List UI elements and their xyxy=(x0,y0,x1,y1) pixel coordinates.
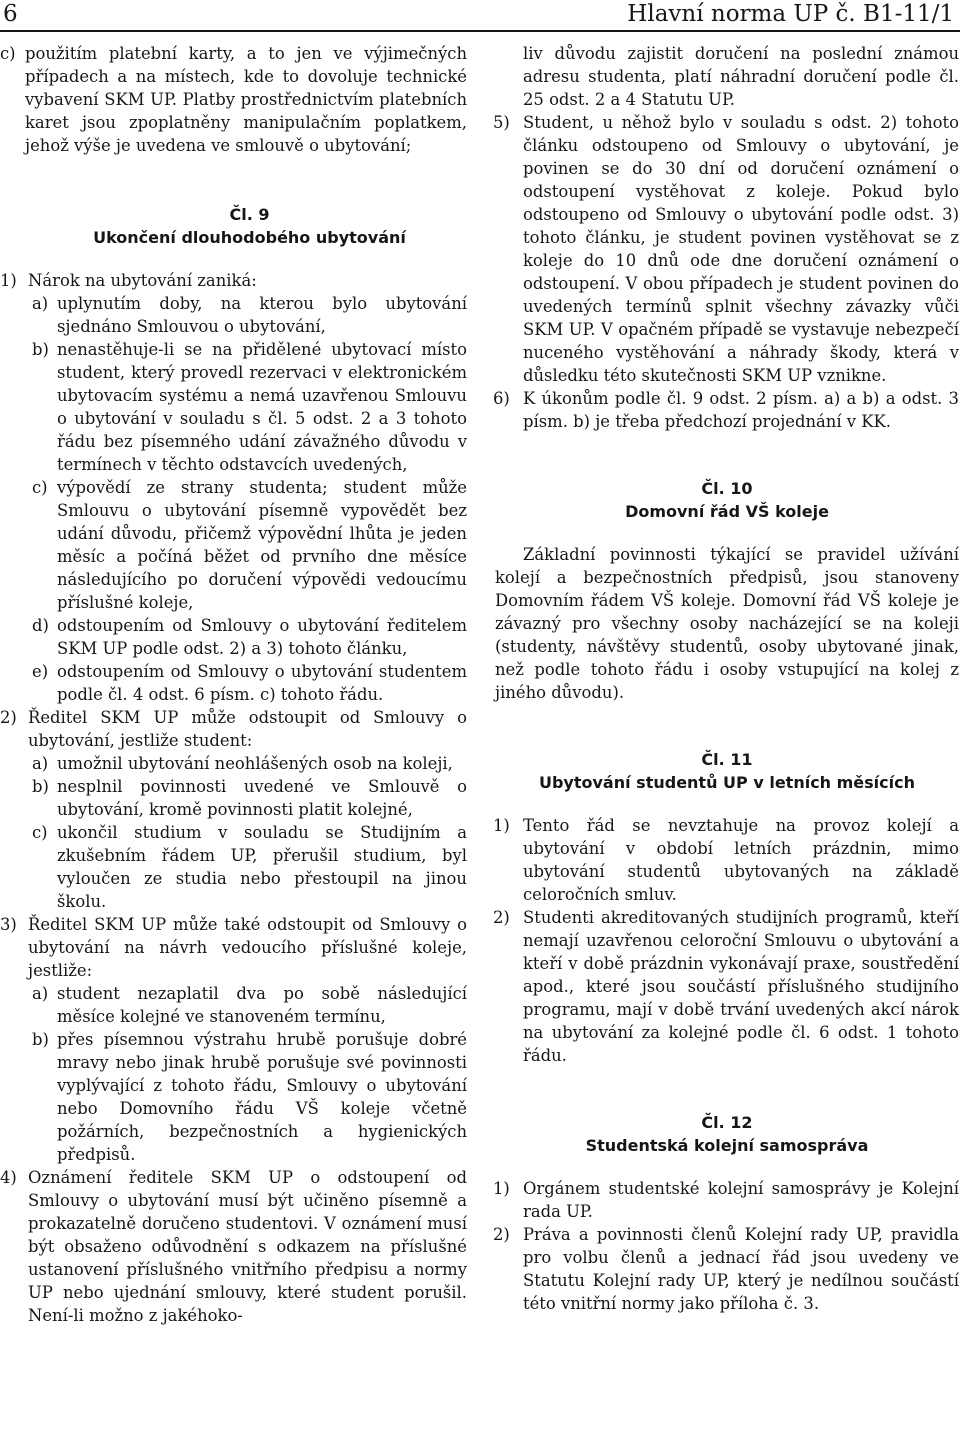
item-text: Ředitel SKM UP může odstoupit od Smlouvy o ubytování, jestliže student: xyxy=(28,708,467,750)
list-item xyxy=(495,111,959,387)
item-label: 1) xyxy=(0,271,17,290)
item-label: 4) xyxy=(0,1168,17,1187)
list-item xyxy=(0,269,467,292)
item-text: nesplnil povinnosti uvedené ve Smlouvě o ubytování, kromě povinnosti platit kolejné, xyxy=(57,777,467,819)
list-item xyxy=(32,292,467,338)
item-label: 2) xyxy=(0,708,17,727)
item-text: Ředitel SKM UP může také odstoupit od Smlouvy o ubytování na návrh vedoucího příslušné koleje, jestliže: xyxy=(28,915,467,980)
list-item xyxy=(495,1177,959,1223)
list-item xyxy=(32,660,467,706)
article-number: Čl. 10 xyxy=(701,479,753,498)
list-item xyxy=(32,614,467,660)
paragraph: Základní povinnosti týkající se pravidel užívání kolejí a bezpečnostních předpisů, jsou stanoveny Domovním řádem VŠ koleje. Domovní řád VŠ koleje je závazný pro všechny osoby nacházející se na koleji (studenty, návštěvy studentů, osoby ubytované jinak, než podle tohoto řádu i osoby vstupující na kolej z jiného důvodu). xyxy=(495,545,959,702)
list-item xyxy=(32,982,467,1028)
list-item xyxy=(32,1028,467,1166)
article-title: Studentská kolejní samospráva xyxy=(585,1136,869,1155)
item-label: d) xyxy=(32,616,49,635)
item-text: Studenti akreditovaných studijních programů, kteří nemají uzavřenou celoroční Smlouvu o ubytování a kteří v době prázdnin vykonávají praxe, soustředění apod., které jsou součástí příslušného studijního programu, mají v době trvání uvedených akcí nárok na ubytování za kolejné podle čl. 6 odst. 1 tohoto řádu. xyxy=(523,908,959,1065)
list-item xyxy=(495,1223,959,1315)
list-item xyxy=(0,42,467,157)
item-text: odstoupením od Smlouvy o ubytování studentem podle čl. 4 odst. 6 písm. c) tohoto řádu. xyxy=(57,662,467,704)
item-label: e) xyxy=(32,662,49,681)
article-title: Ukončení dlouhodobého ubytování xyxy=(93,228,406,247)
list-item xyxy=(0,913,467,982)
item-text: Tento řád se nevztahuje na provoz kolejí a ubytování v období letních prázdnin, mimo ubytování studentů ubytovaných na základě celoročních smluv. xyxy=(523,816,959,904)
item-text: Nárok na ubytování zaniká: xyxy=(28,271,257,290)
article-title: Domovní řád VŠ koleje xyxy=(625,502,829,521)
document-title: Hlavní norma UP č. B1-11/1 xyxy=(627,1,954,27)
item-label: a) xyxy=(32,294,49,313)
list-item xyxy=(0,706,467,752)
item-label: a) xyxy=(32,984,49,1003)
left-column xyxy=(0,42,467,1327)
item-text: Student, u něhož bylo v souladu s odst. 2) tohoto článku odstoupeno od Smlouvy o ubytování, je povinen se do 30 dní od doručení oznámení o odstoupení vystěhovat z koleje. Pokud bylo odstoupeno od Smlouvy o ubytování podle odst. 3) tohoto článku, je student povinen vystěhovat se z koleje do 10 dnů ode dne doručení oznámení o odstoupení. V obou případech je student povinen do uvedených termínů splnit všechny závazky vůči SKM UP. V opačném případě se vystavuje nebezpečí nuceného vystěhování a náhrady škody, která v důsledku této skutečnosti SKM UP vznikne. xyxy=(523,113,959,385)
page-number: 6 xyxy=(3,1,18,27)
item-text: uplynutím doby, na kterou bylo ubytování sjednáno Smlouvou o ubytování, xyxy=(57,294,467,336)
item-label: b) xyxy=(32,340,49,359)
item-text: student nezaplatil dva po sobě následující měsíce kolejné ve stanoveném termínu, xyxy=(57,984,467,1026)
article-number: Čl. 11 xyxy=(701,750,753,769)
item-text: Orgánem studentské kolejní samosprávy je Kolejní rada UP. xyxy=(523,1179,959,1221)
list-item xyxy=(32,338,467,476)
item-text: liv důvodu zajistit doručení na poslední známou adresu studenta, platí náhradní doručení podle čl. 25 odst. 2 a 4 Statutu UP. xyxy=(523,44,959,109)
item-text: nenastěhuje-li se na přidělené ubytovací místo student, který provedl rezervaci v elektronickém ubytovacím systému a nemá uzavřenou Smlouvu o ubytování v souladu s čl. 5 odst. 2 a 3 tohoto řádu bez písemného udání závažného důvodu v termínech v těchto odstavcích uvedených, xyxy=(57,340,467,474)
article-number: Čl. 9 xyxy=(229,205,270,224)
list-item xyxy=(495,387,959,433)
list-item xyxy=(32,821,467,913)
item-label: c) xyxy=(32,478,48,497)
item-text: Oznámení ředitele SKM UP o odstoupení od Smlouvy o ubytování musí být učiněno písemně a prokazatelně doručeno studentovi. V oznámení musí být obsaženo odůvodnění s odkazem na příslušné ustanovení příslušného vnitřního předpisu a normy UP nebo ujednání smlouvy, které student porušil. Není-li možno z jakéhoko- xyxy=(28,1168,467,1325)
item-text: K úkonům podle čl. 9 odst. 2 písm. a) a b) a odst. 3 písm. b) je třeba předchozí projednání v KK. xyxy=(523,389,959,431)
item-label: 2) xyxy=(493,1225,510,1244)
item-text: použitím platební karty, a to jen ve výjimečných případech a na místech, kde to dovoluje technické vybavení SKM UP. Platby prostřednictvím platebních karet jsou zpoplatněny manipulačním poplatkem, jehož výše je uvedena ve smlouvě o ubytování; xyxy=(25,44,467,155)
list-item xyxy=(495,906,959,1067)
list-item xyxy=(32,775,467,821)
item-label: c) xyxy=(32,823,48,842)
list-item xyxy=(0,1166,467,1327)
item-text: výpovědí ze strany studenta; student může Smlouvu o ubytování písemně vypovědět bez udání důvodu, přičemž výpovědní lhůta je jeden měsíc a počíná běžet od prvního dne měsíce následujícího po doručení výpovědi vedoucímu příslušné koleje, xyxy=(57,478,467,612)
list-item-continuation xyxy=(495,42,959,111)
item-label: 3) xyxy=(0,915,17,934)
item-label: b) xyxy=(32,1030,49,1049)
list-item xyxy=(32,476,467,614)
header-rule xyxy=(0,30,960,32)
list-item xyxy=(32,752,467,775)
article-title: Ubytování studentů UP v letních měsících xyxy=(538,773,916,792)
right-column xyxy=(495,42,959,1315)
list-item xyxy=(495,814,959,906)
item-label: 1) xyxy=(493,1179,510,1198)
item-label: b) xyxy=(32,777,49,796)
item-label: 2) xyxy=(493,908,510,927)
item-label: 5) xyxy=(493,113,510,132)
item-label: c) xyxy=(0,44,16,63)
article-number: Čl. 12 xyxy=(701,1113,753,1132)
item-label: 6) xyxy=(493,389,510,408)
item-label: 1) xyxy=(493,816,510,835)
item-label: a) xyxy=(32,754,49,773)
item-text: ukončil studium v souladu se Studijním a zkušebním řádem UP, přerušil studium, byl vyloučen ze studia nebo přestoupil na jinou školu. xyxy=(57,823,467,911)
item-text: odstoupením od Smlouvy o ubytování ředitelem SKM UP podle odst. 2) a 3) tohoto článku, xyxy=(57,616,467,658)
item-text: přes písemnou výstrahu hrubě porušuje dobré mravy nebo jinak hrubě porušuje své povinnosti vyplývající z tohoto řádu, Smlouvy o ubytování nebo Domovního řádu VŠ koleje včetně požárních, bezpečnostních a hygienických předpisů. xyxy=(57,1030,467,1164)
page-header xyxy=(0,0,960,30)
item-text: umožnil ubytování neohlášených osob na koleji, xyxy=(57,754,453,773)
item-text: Práva a povinnosti členů Kolejní rady UP, pravidla pro volbu členů a jednací řád jsou uvedeny ve Statutu Kolejní rady UP, který je nedílnou součástí této vnitřní normy jako příloha č. 3. xyxy=(523,1225,959,1313)
